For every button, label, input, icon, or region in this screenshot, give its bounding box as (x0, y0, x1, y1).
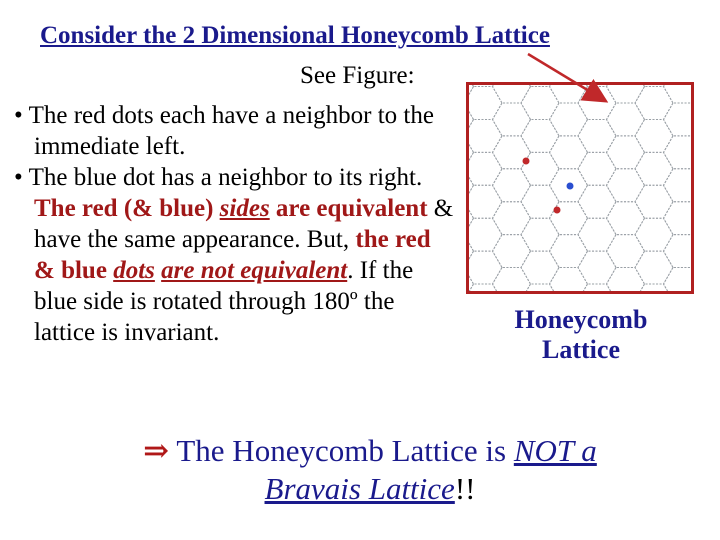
hexagon-cell (578, 120, 616, 153)
conclusion-text (60, 432, 680, 508)
hexagon-cell (664, 235, 692, 268)
hexagon-cell (469, 136, 474, 169)
hexagon-cell (607, 103, 645, 136)
conclusion-part1: The Honeycomb Lattice is (176, 433, 507, 468)
hexagon-cell (469, 185, 502, 218)
hexagon-cell (550, 235, 588, 268)
bullet-item-2 (14, 162, 454, 348)
hexagon-cell (469, 152, 502, 185)
conclusion-not-a: NOT a (513, 433, 597, 468)
hexagon-cell (607, 235, 645, 268)
bullet-2-part4: are equivalent (275, 195, 428, 222)
hexagon-cell (469, 218, 502, 251)
hexagon-cell (578, 251, 616, 284)
hexagon-cell (469, 251, 502, 284)
hexagon-cell (469, 284, 502, 291)
bullet-2-sides: sides (219, 195, 270, 222)
hexagon-cell (469, 87, 502, 120)
hexagon-cell (550, 103, 588, 136)
hexagon-cell (607, 268, 645, 292)
bullet-2-part7: If the blue side is rotated through 180º the lattice is invariant. (34, 257, 414, 346)
bullet-2-period: . (347, 257, 354, 284)
hexagon-cell (550, 268, 588, 292)
hexagon-cell (578, 218, 616, 251)
hexagon-cell (521, 218, 559, 251)
hexagon-cell (664, 85, 692, 103)
hexagon-cell (578, 152, 616, 185)
hexagon-cell (607, 169, 645, 202)
hexagon-cell (469, 202, 474, 235)
hexagon-cell (664, 169, 692, 202)
hexagon-cell (550, 136, 588, 169)
hexagon-cell (635, 251, 673, 284)
red-dot (523, 158, 530, 165)
bullet-marker: • (14, 164, 23, 191)
see-figure-label: See Figure: (300, 62, 415, 89)
hexagon-cell (635, 152, 673, 185)
hexagon-cell (521, 185, 559, 218)
bullet-2-part3: blue) (159, 195, 214, 222)
bullet-2-dots: dots (113, 257, 155, 284)
hexagon-cell (521, 152, 559, 185)
hexagon-cell (493, 85, 531, 103)
hex-grid (469, 85, 691, 291)
hexagon-cell (469, 120, 502, 153)
hexagon-cell (550, 202, 588, 235)
hexagon-cell (521, 87, 559, 120)
honeycomb-drawing (469, 85, 691, 291)
slide-title: Consider the 2 Dimensional Honeycomb Lattice (40, 22, 550, 49)
hexagon-cell (607, 85, 645, 103)
hexagon-cell (493, 169, 531, 202)
bullet-2-part5: & have the same appearance. But, (34, 195, 454, 253)
bullet-item-1 (14, 100, 454, 162)
hexagon-cell (578, 185, 616, 218)
hexagon-cell (550, 85, 588, 103)
implies-arrow-icon: ⇒ (143, 433, 170, 468)
hexagon-cell (635, 120, 673, 153)
hexagon-cell (493, 268, 531, 292)
hexagon-cell (521, 120, 559, 153)
hexagon-cell (469, 169, 474, 202)
hexagon-cell (493, 103, 531, 136)
hexagon-cell (664, 202, 692, 235)
figure-caption-line-2: Lattice (542, 335, 620, 364)
hexagon-cell (607, 136, 645, 169)
red-dot (554, 207, 561, 214)
hexagon-cell (607, 202, 645, 235)
figure-caption-line-1: Honeycomb (514, 305, 648, 334)
hexagon-cell (635, 185, 673, 218)
hexagon-cell (521, 251, 559, 284)
hexagon-cell (493, 235, 531, 268)
hexagon-cell (664, 268, 692, 292)
bullet-marker: • (14, 102, 23, 129)
conclusion-exclaim: !! (454, 471, 476, 506)
hexagon-cell (635, 87, 673, 120)
bullet-2-not-equivalent: are not equivalent (161, 257, 348, 284)
bullet-2-part6: the red & blue (34, 226, 431, 284)
bullet-2-part2: The red (& (34, 195, 153, 222)
blue-dot (567, 183, 574, 190)
conclusion-bravais: Bravais Lattice (264, 471, 455, 506)
bullet-2-part1: The blue dot has a neighbor to its right. (28, 164, 423, 191)
hexagon-cell (493, 202, 531, 235)
hexagon-cell (469, 235, 474, 268)
honeycomb-figure (466, 82, 694, 294)
hexagon-cell (664, 136, 692, 169)
hexagon-cell (664, 103, 692, 136)
hexagon-cell (578, 87, 616, 120)
hexagon-cell (635, 218, 673, 251)
bullet-list (14, 100, 454, 348)
hexagon-cell (469, 103, 474, 136)
bullet-1-text: The red dots each have a neighbor to the immediate left. (28, 102, 434, 160)
